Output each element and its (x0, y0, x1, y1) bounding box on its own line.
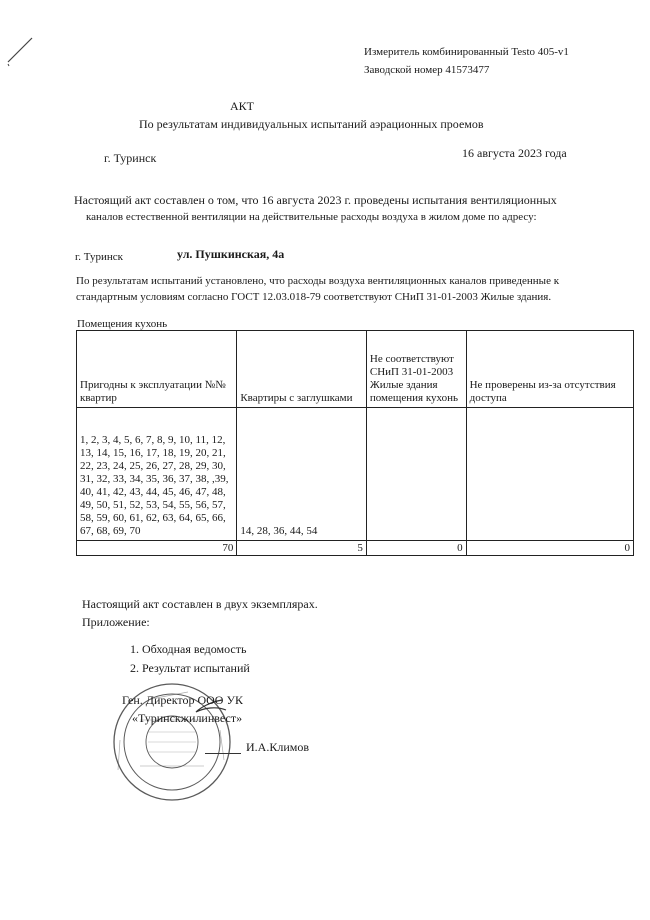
total-unchecked: 0 (466, 541, 633, 556)
device-serial: Заводской номер 41573477 (364, 64, 490, 76)
copies-statement: Настоящий акт составлен в двух экземплярах. (82, 597, 318, 611)
intro-line-1: Настоящий акт составлен о том, что 16 августа 2023 г. проведены испытания вентиляционных (74, 193, 557, 207)
act-city: г. Туринск (104, 151, 157, 165)
signature-line (205, 753, 241, 754)
signer-position-1: Ген. Директор ООО УК (122, 693, 243, 707)
conclusion-line-2: стандартным условиям согласно ГОСТ 12.03.018-79 соответствуют СНиП 31-01-2003 Жилые здания. (76, 291, 552, 303)
cell-unchecked (466, 408, 633, 541)
total-suitable: 70 (77, 541, 237, 556)
table-row (77, 408, 634, 541)
signer-position-2: «Туринскжилинвест» (132, 711, 243, 725)
act-title: АКТ (230, 99, 254, 113)
appendix-label: Приложение: (82, 615, 150, 629)
appendix-list (120, 640, 250, 678)
header-unchecked: Не проверены из-за отсутствия доступа (466, 331, 633, 408)
cell-suitable-apartments: 1, 2, 3, 4, 5, 6, 7, 8, 9, 10, 11, 12, 13, 14, 15, 16, 17, 18, 19, 20, 21, 22, 23, 24, 25, 26, 27, 28, 29, 30, 31, 32, 33, 34, 35, 36, 37, 38, ,39, 40, 41, 42, 43, 44, 45, 46, 47, 48, 49, 50, 51, 52, 53, 54, 55, 56, 57, 58, 59, 60, 61, 62, 63, 64, 65, 66, 67, 68, 69, 70 (77, 408, 237, 541)
total-noncompliant: 0 (366, 541, 466, 556)
address-street: ул. Пушкинская, 4а (177, 247, 285, 261)
intro-line-2: каналов естественной вентиляции на действительные расходы воздуха в жилом доме по адресу: (86, 211, 537, 223)
table-caption: Помещения кухонь (77, 318, 168, 330)
device-name: Измеритель комбинированный Testo 405-v1 (364, 46, 569, 58)
conclusion-line-1: По результатам испытаний установлено, что расходы воздуха вентиляционных каналов приведенные к (76, 275, 560, 287)
cell-noncompliant (366, 408, 466, 541)
total-plugged: 5 (237, 541, 367, 556)
cell-plugged-apartments: 14, 28, 36, 44, 54 (237, 408, 367, 541)
header-suitable: Пригодны к эксплуатации №№ квартир (77, 331, 237, 408)
table-totals-row (77, 541, 634, 556)
list-item: 1. Обходная ведомость (142, 640, 250, 659)
act-date: 16 августа 2023 года (462, 146, 567, 160)
header-plugged: Квартиры с заглушками (237, 331, 367, 408)
list-item: 2. Результат испытаний (142, 659, 250, 678)
table-header-row (77, 331, 634, 408)
header-noncompliant: Не соответствуют СНиП 31-01-2003 Жилые здания помещения кухонь (366, 331, 466, 408)
act-subtitle: По результатам индивидуальных испытаний аэрационных проемов (139, 117, 484, 131)
corner-scribble (0, 0, 60, 70)
address-city: г. Туринск (75, 251, 123, 263)
signer-name: И.А.Климов (246, 740, 310, 754)
results-table (76, 330, 634, 556)
